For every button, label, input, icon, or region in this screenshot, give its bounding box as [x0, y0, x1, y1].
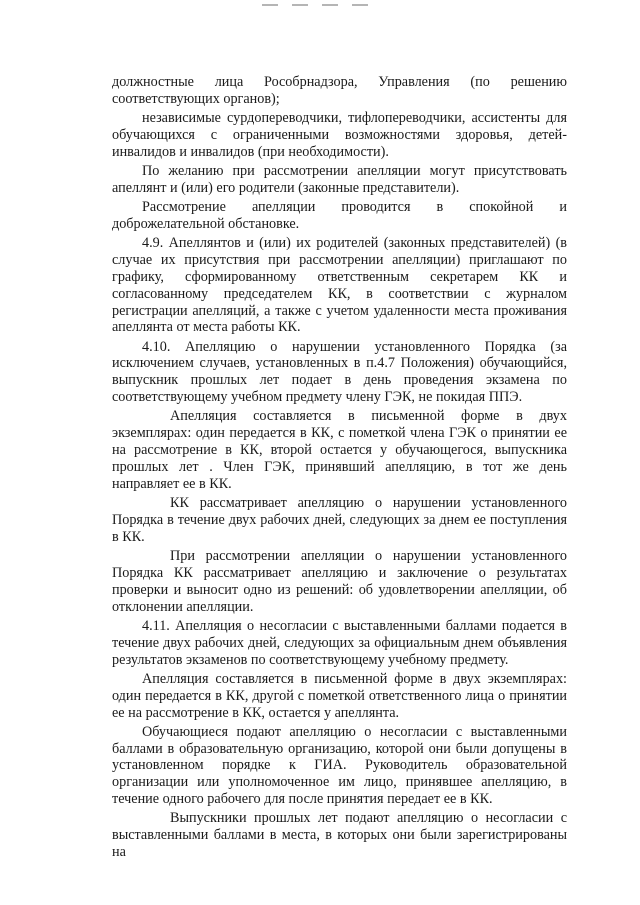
header-mark [262, 2, 372, 8]
paragraph-4-9: 4.9. Апеллянтов и (или) их родителей (законных представителей) (в случае их присутствия при рассмотрении апелляции) приглашают по графику, сформированному ответственным секретарем КК и согласованному председателем КК, в соответствии с журналом регистрации апелляций, а также с учетом удаленности места проживания апеллянта от места работы КК. [112, 234, 567, 336]
paragraph-attendance: По желанию при рассмотрении апелляции могут присутствовать апеллянт и (или) его родители (законные представители). [112, 162, 567, 196]
paragraph-kk-decision: При рассмотрении апелляции о нарушении установленного Порядка КК рассматривает апелляцию и заключение о результатах проверки и выносит одно из решений: об удовлетворении апелляции, об отклонении апелляции. [112, 547, 567, 615]
paragraph-atmosphere: Рассмотрение апелляции проводится в спокойной и доброжелательной обстановке. [112, 198, 567, 232]
paragraph-officials: должностные лица Рособрнадзора, Управления (по решению соответствующих органов); [112, 74, 567, 107]
paragraph-interpreters: независимые сурдопереводчики, тифлопереводчики, ассистенты для обучающихся с ограниченными возможностями здоровья, детей-инвалидов и инвалидов (при необходимости). [112, 110, 567, 160]
paragraph-4-10: 4.10. Апелляцию о нарушении установленного Порядка (за исключением случаев, установленных в п.4.7 Положения) обучающийся, выпускник прошлых лет подает в день проведения экзамена по соответствующему учебном предмету члену ГЭК, не покидая ППЭ. [112, 338, 567, 406]
document-body [112, 74, 567, 863]
paragraph-kk-review: КК рассматривает апелляцию о нарушении установленного Порядка в течение двух рабочих дней, следующих за днем ее поступления в КК. [112, 495, 567, 545]
paragraph-appeal-copies: Апелляция составляется в письменной форме в двух экземплярах: один передается в КК, другой с пометкой ответственного лица о принятии ее на рассмотрение в КК, остается у апеллянта. [112, 670, 567, 721]
paragraph-students-submit: Обучающиеся подают апелляцию о несогласии с выставленными баллами в образовательную организацию, которой они были допущены в установленном порядке к ГИА. Руководитель образовательной организации или уполномоченное им лицо, принявшее апелляцию, в течение одного рабочего для после принятия передает ее в КК. [112, 723, 567, 808]
paragraph-graduates-submit: Выпускники прошлых лет подают апелляцию о несогласии с выставленными баллами в места, в которых они были зарегистрированы на [112, 810, 567, 861]
paragraph-4-11: 4.11. Апелляция о несогласии с выставленными баллами подается в течение двух рабочих дней, следующих за официальным днем объявления результатов экзаменов по соответствующему учебному предмету. [112, 617, 567, 668]
paragraph-appeal-form: Апелляция составляется в письменной форме в двух экземплярах: один передается в КК, с пометкой члена ГЭК о принятии ее на рассмотрение в КК, второй остается у обучающегося, выпускника прошлых лет . Член ГЭК, принявший апелляцию, в тот же день направляет ее в КК. [112, 408, 567, 492]
